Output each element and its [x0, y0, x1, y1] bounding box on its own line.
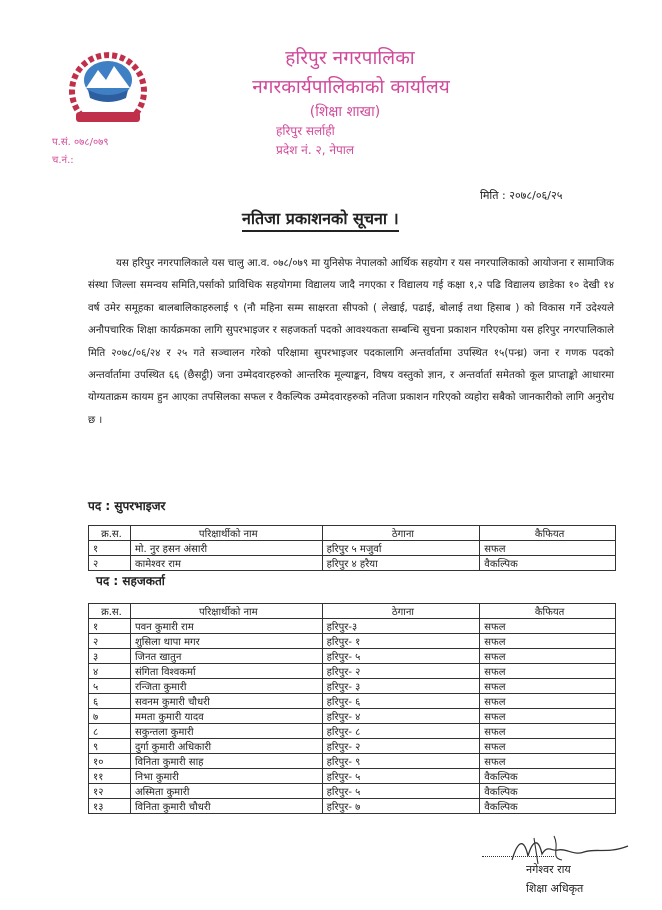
table-row — [89, 709, 616, 724]
cell-address: हरिपुर- २ — [322, 739, 480, 754]
org-name: हरिपुर नगरपालिका — [285, 47, 415, 69]
col-header: क्र.स. — [89, 526, 131, 541]
cell-sn: ११ — [89, 769, 131, 784]
cell-sn: १ — [89, 541, 131, 556]
supervisor-label: पद : सुपरभाइजर — [88, 499, 166, 513]
cell-remark: सफल — [480, 679, 616, 694]
col-header: कैफियत — [480, 604, 616, 619]
cell-sn: २ — [89, 556, 131, 571]
cell-remark: वैकल्पिक — [480, 556, 616, 571]
cell-name: रन्जिता कुमारी — [130, 679, 322, 694]
cell-remark: सफल — [480, 694, 616, 709]
cell-remark: सफल — [480, 709, 616, 724]
table-row — [89, 649, 616, 664]
cell-remark: सफल — [480, 664, 616, 679]
cell-remark: सफल — [480, 724, 616, 739]
signatory-name: नगेश्वर राय — [526, 863, 571, 876]
signature-line — [482, 856, 554, 857]
cell-address: हरिपुर- ३ — [322, 679, 480, 694]
facilitator-table — [88, 603, 616, 814]
cell-address: हरिपुर- ९ — [322, 754, 480, 769]
col-header: परिक्षार्थीको नाम — [130, 604, 322, 619]
cell-sn: ७ — [89, 709, 131, 724]
facilitator-label: पद : सहजकर्ता — [96, 574, 165, 588]
cell-address: हरिपुर- ७ — [322, 799, 480, 814]
cell-name: विनिता कुमारी चौधरी — [130, 799, 322, 814]
col-header: क्र.स. — [89, 604, 131, 619]
notice-date: मिति : २०७८/०६/२५ — [480, 189, 563, 202]
table-header-row — [89, 526, 616, 541]
cell-name: दुर्गा कुमारी अधिकारी — [130, 739, 322, 754]
cell-remark: सफल — [480, 541, 616, 556]
cell-sn: २ — [89, 634, 131, 649]
reference-number: प.सं. ०७८/०७९ — [52, 137, 109, 148]
cell-name: कामेश्वर राम — [130, 556, 322, 571]
cell-sn: ६ — [89, 694, 131, 709]
cell-name: निभा कुमारी — [130, 769, 322, 784]
cell-remark: वैकल्पिक — [480, 799, 616, 814]
cell-sn: १० — [89, 754, 131, 769]
dispatch-number: च.नं.: — [52, 155, 74, 166]
cell-address: हरिपुर- ४ — [322, 709, 480, 724]
cell-address: हरिपुर- ५ — [322, 769, 480, 784]
cell-name: जिनत खातुन — [130, 649, 322, 664]
table-row — [89, 679, 616, 694]
cell-name: सवनम कुमारी चौधरी — [130, 694, 322, 709]
cell-sn: ९ — [89, 739, 131, 754]
cell-sn: ३ — [89, 649, 131, 664]
cell-name: शुसिला थापा मगर — [130, 634, 322, 649]
table-row — [89, 769, 616, 784]
cell-name: अस्मिता कुमारी — [130, 784, 322, 799]
supervisor-table — [88, 525, 616, 571]
cell-name: पवन कुमारी राम — [130, 619, 322, 634]
cell-address: हरिपुर- ६ — [322, 694, 480, 709]
cell-remark: सफल — [480, 634, 616, 649]
emblem-banner — [76, 112, 140, 122]
col-header: परिक्षार्थीको नाम — [130, 526, 322, 541]
cell-address: हरिपुर- १ — [322, 634, 480, 649]
cell-name: ममता कुमारी यादव — [130, 709, 322, 724]
table-row — [89, 634, 616, 649]
cell-sn: ४ — [89, 664, 131, 679]
section-name: (शिक्षा शाखा) — [309, 104, 381, 120]
cell-sn: ५ — [89, 679, 131, 694]
cell-remark: वैकल्पिक — [480, 784, 616, 799]
cell-address: हरिपुर- ५ — [322, 649, 480, 664]
col-header: ठेगाना — [322, 604, 480, 619]
table-row — [89, 754, 616, 769]
cell-sn: ८ — [89, 724, 131, 739]
col-header: कैफियत — [480, 526, 616, 541]
cell-sn: १३ — [89, 799, 131, 814]
table-row — [89, 799, 616, 814]
table-row — [89, 556, 616, 571]
municipality-emblem-logo — [62, 40, 154, 132]
cell-address: हरिपुर ४ हरैया — [322, 556, 480, 571]
cell-address: हरिपुर- २ — [322, 664, 480, 679]
notice-title: नतिजा प्रकाशनको सूचना । — [242, 207, 399, 232]
cell-sn: १२ — [89, 784, 131, 799]
signatory-post: शिक्षा अधिकृत — [526, 882, 584, 895]
cell-name: मो. नुर हसन अंसारी — [130, 541, 322, 556]
table-row — [89, 739, 616, 754]
cell-address: हरिपुर- ५ — [322, 784, 480, 799]
cell-name: विनिता कुमारी साह — [130, 754, 322, 769]
cell-remark: सफल — [480, 739, 616, 754]
address-line-1: हरिपुर सर्लाही — [276, 124, 335, 138]
cell-remark: सफल — [480, 754, 616, 769]
cell-name: सकुन्तला कुमारी — [130, 724, 322, 739]
table-row — [89, 664, 616, 679]
table-row — [89, 619, 616, 634]
address-line-2: प्रदेश नं. २, नेपाल — [276, 143, 355, 157]
cell-sn: १ — [89, 619, 131, 634]
cell-address: हरिपुर- ८ — [322, 724, 480, 739]
cell-name: संगिता विश्वकर्मा — [130, 664, 322, 679]
notice-body: यस हरिपुर नगरपालिकाले यस चालु आ.व. ०७८/०७९ मा युनिसेफ नेपालको आर्थिक सहयोग र यस नगरपालिकाको आयोजना र सामाजिक संस्था जिल्ला समन्वय समिति,पर्साको प्राविधिक सहयोगमा विद्यालय जादै नगएका र विद्यालय गई कक्षा १,२ पढि विद्यालय छाडेका १० देखी १४ वर्ष उमेर समूहका बालबालिकाहरुलाई ९ (नौ महिना सम्म साक्षरता सीपको ( लेखाई, पढाई, बोलाई तथा हिसाब ) को विकास गर्ने उदेश्यले अनौपचारिक शिक्षा कार्यक्रमका लागि सुपरभाइजर र सहजकर्ता पदको आवश्यकता सम्बन्धि सुचना प्रकाशन गरिएकोमा यस हरिपुर नगरपालिकाले मिति २०७८/०६/२४ र २५ गते सञ्चालन गरेको परिक्षामा सुपरभाइजर पदकालागि अन्तर्वार्तामा उपस्थित १५(पन्ध्र) जना र गणक पदको अन्तर्वार्तामा उपस्थित ६६ (छैसट्ठी) जना उम्मेदवारहरुको आन्तरिक मूल्याङ्कन, विषय वस्तुको ज्ञान, र अन्तर्वार्ता समेतको कूल प्राप्ताङ्को आधारमा योग्यताक्रम कायम हुन आएका तपसिलका सफल र वैकल्पिक उम्मेदवारहरुको नतिजा प्रकाशन गरिएको व्यहोरा सबैको जानकारीको लागि अनुरोध छ । — [88, 258, 614, 426]
table-row — [89, 784, 616, 799]
table-header-row — [89, 604, 616, 619]
cell-remark: सफल — [480, 619, 616, 634]
cell-address: हरिपुर ५ मजुर्वा — [322, 541, 480, 556]
table-row — [89, 694, 616, 709]
cell-address: हरिपुर-३ — [322, 619, 480, 634]
table-row — [89, 541, 616, 556]
cell-remark: वैकल्पिक — [480, 769, 616, 784]
table-row — [89, 724, 616, 739]
office-name: नगरकार्यपालिकाको कार्यालय — [252, 76, 450, 98]
cell-remark: सफल — [480, 649, 616, 664]
col-header: ठेगाना — [322, 526, 480, 541]
